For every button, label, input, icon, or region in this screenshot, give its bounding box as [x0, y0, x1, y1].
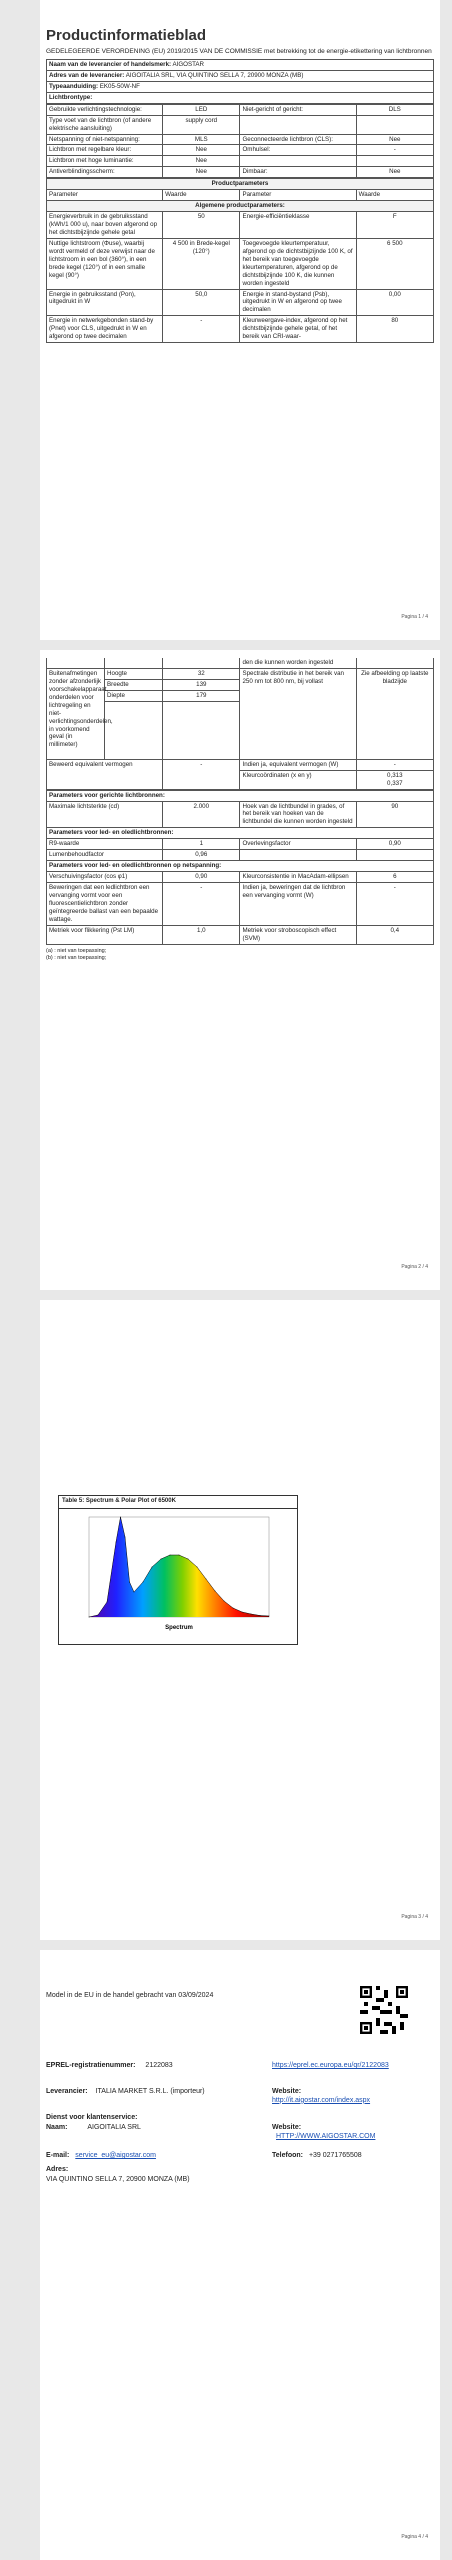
email-label: E-mail: [46, 2152, 70, 2159]
equiv-right-value: - [356, 759, 433, 770]
type-value [356, 156, 433, 167]
spectrum-point [89, 1616, 90, 1617]
website2-link[interactable]: HTTP://WWW.AIGOSTAR.COM [276, 2132, 376, 2140]
type-value: LED [163, 104, 240, 115]
type-value: - [356, 145, 433, 156]
spectral-label: Spectrale distributie in het bereik van 250 nm tot 800 nm, bij vollast [240, 668, 356, 759]
type-row [47, 167, 434, 178]
type-value: supply cord [163, 115, 240, 134]
type-value: DLS [356, 104, 433, 115]
general-param: Energie-efficiëntieklasse [240, 212, 356, 239]
type-param [240, 156, 356, 167]
col-header-4: Waarde [356, 190, 433, 201]
spectrum-point [224, 1600, 225, 1601]
mains-title: Parameters voor led- en oledlichtbronnen op netspanning: [47, 861, 434, 872]
spectrum-point [98, 1614, 99, 1615]
led-row [47, 839, 434, 850]
page-number: Pagina 4 / 4 [401, 2533, 428, 2540]
spectrum-point [242, 1611, 243, 1612]
page-3 [40, 1300, 440, 1940]
params-table-p1 [46, 178, 434, 343]
directional-value-2: 90 [356, 801, 433, 828]
mains-param: Metriek voor flikkering (Pst LM) [47, 925, 163, 944]
general-value: 80 [356, 316, 433, 343]
spectrum-area [89, 1517, 269, 1617]
col-header-3: Parameter [240, 190, 356, 201]
type-value: Nee [163, 167, 240, 178]
page-title: Productinformatieblad [46, 27, 207, 44]
dim-height-label: Hoogte [105, 668, 163, 679]
type-row [47, 145, 434, 156]
supplier-label: Leverancier: [46, 2088, 88, 2095]
directional-title: Parameters voor gerichte lichtbronnen: [47, 790, 434, 801]
led-value: 1 [163, 839, 240, 850]
page-number: Pagina 1 / 4 [401, 613, 428, 620]
mains-row [47, 872, 434, 883]
spectrum-point [215, 1590, 216, 1591]
chart-title: Table 5: Spectrum & Polar Plot of 6500K [59, 1496, 297, 1509]
dim-depth-label: Diepte [105, 690, 163, 701]
phone-value: +39 0271765508 [308, 2152, 362, 2159]
general-param: Energie in netwerkgebonden stand-by (Pnet) voor CLS, uitgedrukt in W en afgerond op twee decimalen [47, 316, 163, 343]
type-row [47, 156, 434, 167]
general-params-title: Algemene productparameters: [47, 201, 434, 212]
email-link[interactable]: service_eu@aigostar.com [75, 2152, 156, 2159]
led-param: Overlevingsfactor [240, 839, 356, 850]
service-title: Dienst voor klantenservice: [46, 2114, 138, 2121]
params-table-p2 [46, 658, 434, 790]
address-value: VIA QUINTINO SELLA 7, 20900 MONZA (MB) [46, 2176, 190, 2183]
type-param: Omhulsel: [240, 145, 356, 156]
spectrum-point [269, 1615, 270, 1616]
dim-height-value: 32 [163, 668, 240, 679]
website-label: Website: [272, 2088, 302, 2095]
general-param: Energie in stand-bystand (Psb), uitgedrukt in W en afgerond op twee decimalen [240, 289, 356, 316]
mains-value: - [163, 883, 240, 926]
led-param: Lumenbehoudfactor [47, 850, 163, 861]
spectrum-chart [59, 1509, 297, 1637]
page-1 [40, 0, 440, 640]
website-link[interactable]: http://it.aigostar.com/index.aspx [272, 2096, 371, 2104]
general-value: - [163, 316, 240, 343]
general-param: Toegevoegde kleurtemperatuur, afgerond op de dichtstbijzijnde 100 K, of het bereik van toegevoegde kleurtemperaturen, afgerond op de dichtstbijzijnde 100 K, die kunnen worden ingesteld [240, 238, 356, 289]
type-param: Gebruikte verlichtingstechnologie: [47, 104, 163, 115]
mains-param: Kleurconsistentie in MacAdam-ellipsen [240, 872, 356, 883]
page-2 [40, 650, 440, 1290]
spectrum-point [120, 1516, 121, 1517]
mains-row [47, 883, 434, 926]
type-param: Niet-gericht of gericht: [240, 104, 356, 115]
led-value: 0,96 [163, 850, 240, 861]
chroma-x: 0,313 [387, 771, 403, 779]
dim-depth-value: 179 [163, 690, 240, 701]
general-param: Energieverbruik in de gebruiksstand (kWh/1 000 u), naar boven afgerond op het dichtstbijzijnde gehele getal [47, 212, 163, 239]
mains-param: Verschuivingsfactor (cos φ1) [47, 872, 163, 883]
mains-param: Beweringen dat een ledlichtbron een vervanging vormt voor een fluorescentielichtbron zonder geïntegreerde ballast van een bepaalde wattage. [47, 883, 163, 926]
phone-label: Telefoon: [272, 2152, 303, 2159]
model-label: Typeaanduiding: [49, 82, 99, 90]
general-row [47, 289, 434, 316]
type-row [47, 134, 434, 145]
led-param [240, 850, 356, 861]
page-4 [40, 1950, 440, 2560]
eprel-value: 2122083 [145, 2062, 173, 2069]
spectrum-point [179, 1554, 180, 1555]
spectrum-point [161, 1558, 162, 1559]
general-row [47, 212, 434, 239]
type-param: Netspanning of niet-netspanning: [47, 134, 163, 145]
market-date: Model in de EU in de handel gebracht van 03/09/2024 [46, 1992, 214, 1999]
type-value: Nee [356, 134, 433, 145]
mains-value: 0,90 [163, 872, 240, 883]
supplier-address-label: Adres van de leverancier: [49, 71, 125, 79]
type-value [356, 115, 433, 134]
spectrum-chart-box [58, 1495, 298, 1645]
lightsource-type-title: Lichtbrontype: [47, 92, 434, 103]
directional-value-1: 2.000 [163, 801, 240, 828]
name-value: AIGOITALIA SRL [87, 2124, 141, 2131]
supplier-value: ITALIA MARKET S.R.L. (importeur) [95, 2088, 205, 2095]
general-value: 50,0 [163, 289, 240, 316]
continued-text: den die kunnen worden ingesteld [240, 658, 356, 668]
type-value: Nee [163, 145, 240, 156]
spectrum-point [152, 1566, 153, 1567]
type-value: Nee [356, 167, 433, 178]
general-value: 6 500 [356, 238, 433, 289]
spectrum-point [233, 1607, 234, 1608]
spectrum-point [251, 1613, 252, 1614]
website2-label: Website: [272, 2124, 302, 2131]
address-label: Adres: [46, 2166, 69, 2173]
col-header-2: Waarde [163, 190, 240, 201]
general-param: Energie in gebruiksstand (Pon), uitgedrukt in W [47, 289, 163, 316]
led-value [356, 850, 433, 861]
general-param: Nuttige lichtstroom (Φuse), waarbij wordt vermeld of deze verwijst naar de lichtstroom in een bol (360°), in een brede kegel (120°) of in een smalle kegel (90°) [47, 238, 163, 289]
supplier-address: AIGOITALIA SRL, VIA QUINTINO SELLA 7, 20900 MONZA (MB) [125, 71, 304, 79]
supplier-name: AIGOSTAR [172, 60, 204, 68]
qr-code-icon[interactable] [360, 1986, 408, 2034]
spectrum-point [129, 1581, 130, 1582]
spectrum-point [116, 1541, 117, 1542]
spectrum-point [170, 1554, 171, 1555]
type-param: Dimbaar: [240, 167, 356, 178]
spectrum-point [107, 1601, 108, 1602]
product-params-title: Productparameters [47, 179, 434, 190]
type-param: Antiverblindingsscherm: [47, 167, 163, 178]
mains-row [47, 925, 434, 944]
model-id: EK05-50W-NF [99, 82, 140, 90]
type-param [240, 115, 356, 134]
general-value: 4 500 in Brede-kegel (120°) [163, 238, 240, 289]
supplier-name-label: Naam van de leverancier of handelsmerk: [49, 60, 172, 68]
name-label: Naam: [46, 2124, 68, 2131]
general-value: 50 [163, 212, 240, 239]
led-row [47, 850, 434, 861]
type-row [47, 115, 434, 134]
type-value: MLS [163, 134, 240, 145]
supplier-table [46, 59, 434, 104]
type-table [46, 104, 434, 179]
led-title: Parameters voor led- en oledlichtbronnen: [47, 828, 434, 839]
spectral-value: Zie afbeelding op laatste bladzijde [356, 668, 433, 759]
dim-width-value: 139 [163, 679, 240, 690]
general-param: Kleurweergave-index, afgerond op het dichtstbijzijnde gehele getal, of het bereik van CRI-waar- [240, 316, 356, 343]
type-value: Nee [163, 156, 240, 167]
general-row [47, 238, 434, 289]
chroma-y: 0,337 [387, 779, 403, 787]
directional-param-1: Maximale lichtsterkte (cd) [47, 801, 163, 828]
mains-param: Metriek voor stroboscopisch effect (SVM) [240, 925, 356, 944]
spectrum-point [206, 1578, 207, 1579]
equiv-label: Beweerd equivalent vermogen [47, 759, 163, 789]
type-row [47, 104, 434, 115]
type-param: Geconnecteerde lichtbron (CLS): [240, 134, 356, 145]
x-axis-label: Spectrum [165, 1624, 193, 1631]
mains-value: 0,4 [356, 925, 433, 944]
mains-value: 1,0 [163, 925, 240, 944]
directional-param-2: Hoek van de lichtbundel in grades, of het bereik van hoeken van de lichtbundel die kunnen worden ingesteld [240, 801, 356, 828]
footnote-a: (a) : niet van toepassing; [46, 947, 107, 954]
footnote-b: (b) : niet van toepassing; [46, 955, 107, 962]
col-header-1: Parameter [47, 190, 163, 201]
led-value: 0,90 [356, 839, 433, 850]
page-number: Pagina 2 / 4 [401, 1263, 428, 1270]
mains-value: 6 [356, 872, 433, 883]
general-value: F [356, 212, 433, 239]
general-row [47, 316, 434, 343]
spectrum-point [125, 1536, 126, 1537]
spectrum-point [197, 1566, 198, 1567]
type-param: Lichtbron met hoge luminantie: [47, 156, 163, 167]
mains-param: Indien ja, beweringen dat de lichtbron een vervanging vormt (W) [240, 883, 356, 926]
regulation-text: GEDELEGEERDE VERORDENING (EU) 2019/2015 VAN DE COMMISSIE met betrekking tot de energie-etikettering van lichtbronnen [46, 47, 432, 55]
dimensions-label: Buitenafmetingen zonder afzonderlijk voorschakelapparaat, onderdelen voor lichtregeling en niet-verlichtingsonderdelen, in voorkomend geval (in millimeter) [47, 668, 105, 759]
page-number: Pagina 3 / 4 [401, 1913, 428, 1920]
type-param: Lichtbron met regelbare kleur: [47, 145, 163, 156]
dim-width-label: Breedte [105, 679, 163, 690]
spectrum-point [188, 1558, 189, 1559]
eprel-label: EPREL-registratienummer: [46, 2062, 136, 2069]
spectrum-point [260, 1615, 261, 1616]
equiv-right-label: Indien ja, equivalent vermogen (W) [240, 759, 356, 770]
type-param: Type voet van de lichtbron (of andere elektrische aansluiting) [47, 115, 163, 134]
chroma-label: Kleurcoördinaten (x en y) [240, 770, 356, 789]
eprel-link[interactable]: https://eprel.ec.europa.eu/qr/2122083 [272, 2062, 389, 2069]
spectrum-point [134, 1591, 135, 1592]
general-value: 0,00 [356, 289, 433, 316]
equiv-value: - [163, 759, 240, 789]
spectrum-point [143, 1581, 144, 1582]
params-table-p2b [46, 790, 434, 945]
led-param: R9-waarde [47, 839, 163, 850]
mains-value: - [356, 883, 433, 926]
